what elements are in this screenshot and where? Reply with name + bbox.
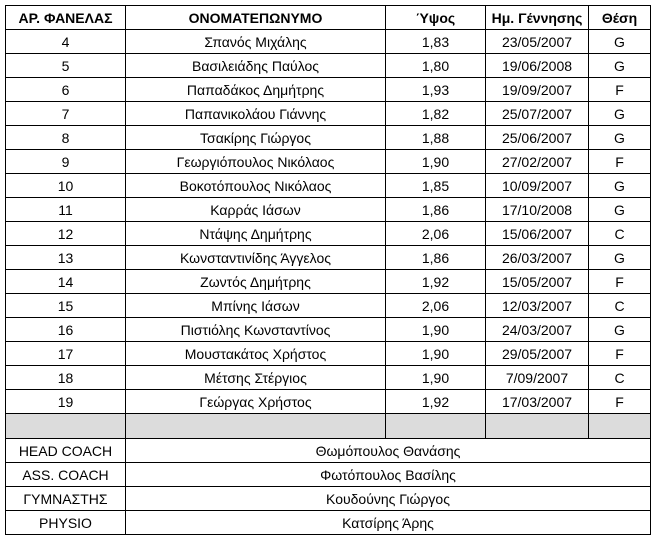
player-name: Μπίνης Ιάσων bbox=[126, 294, 386, 318]
player-number: 12 bbox=[6, 222, 126, 246]
player-number: 8 bbox=[6, 126, 126, 150]
player-position: G bbox=[589, 54, 651, 78]
player-number: 18 bbox=[6, 366, 126, 390]
player-height: 1,90 bbox=[386, 150, 486, 174]
player-name: Παπανικολάου Γιάννης bbox=[126, 102, 386, 126]
player-position: C bbox=[589, 366, 651, 390]
player-number: 9 bbox=[6, 150, 126, 174]
staff-name: Κουδούνης Γιώργος bbox=[126, 487, 651, 511]
table-row bbox=[6, 54, 651, 78]
player-number: 16 bbox=[6, 318, 126, 342]
table-row bbox=[6, 366, 651, 390]
player-height: 1,86 bbox=[386, 246, 486, 270]
staff-name: Θωμόπουλος Θανάσης bbox=[126, 439, 651, 463]
player-height: 1,92 bbox=[386, 270, 486, 294]
player-position: G bbox=[589, 126, 651, 150]
player-number: 19 bbox=[6, 390, 126, 414]
player-position: G bbox=[589, 198, 651, 222]
players-body bbox=[6, 30, 651, 414]
player-name: Ζωντός Δημήτρης bbox=[126, 270, 386, 294]
header-position: Θέση bbox=[589, 6, 651, 30]
player-position: G bbox=[589, 30, 651, 54]
table-row bbox=[6, 342, 651, 366]
header-height: Ύψος bbox=[386, 6, 486, 30]
spacer-cell bbox=[589, 414, 651, 439]
staff-role: ΓΥΜΝΑΣΤΗΣ bbox=[6, 487, 126, 511]
player-position: G bbox=[589, 174, 651, 198]
table-row bbox=[6, 102, 651, 126]
player-height: 1,82 bbox=[386, 102, 486, 126]
player-name: Μουστακάτος Χρήστος bbox=[126, 342, 386, 366]
player-name: Βοκοτόπουλος Νικόλαος bbox=[126, 174, 386, 198]
player-name: Τσακίρης Γιώργος bbox=[126, 126, 386, 150]
player-height: 1,93 bbox=[386, 78, 486, 102]
player-position: G bbox=[589, 102, 651, 126]
player-birth: 26/03/2007 bbox=[486, 246, 589, 270]
staff-row bbox=[6, 487, 651, 511]
player-height: 1,90 bbox=[386, 366, 486, 390]
spacer-cell bbox=[386, 414, 486, 439]
table-row bbox=[6, 318, 651, 342]
player-birth: 27/02/2007 bbox=[486, 150, 589, 174]
staff-row bbox=[6, 439, 651, 463]
player-position: C bbox=[589, 222, 651, 246]
player-birth: 17/03/2007 bbox=[486, 390, 589, 414]
player-position: C bbox=[589, 294, 651, 318]
player-number: 13 bbox=[6, 246, 126, 270]
table-row bbox=[6, 150, 651, 174]
player-birth: 17/10/2008 bbox=[486, 198, 589, 222]
table-row bbox=[6, 126, 651, 150]
spacer-cell bbox=[126, 414, 386, 439]
header-name: ΟΝΟΜΑΤΕΠΩΝΥΜΟ bbox=[126, 6, 386, 30]
table-row bbox=[6, 222, 651, 246]
player-position: F bbox=[589, 390, 651, 414]
player-position: F bbox=[589, 78, 651, 102]
player-birth: 12/03/2007 bbox=[486, 294, 589, 318]
player-birth: 24/03/2007 bbox=[486, 318, 589, 342]
player-birth: 10/09/2007 bbox=[486, 174, 589, 198]
player-name: Ντάψης Δημήτρης bbox=[126, 222, 386, 246]
table-row bbox=[6, 174, 651, 198]
player-name: Κωνσταντινίδης Άγγελος bbox=[126, 246, 386, 270]
player-name: Πιστιόλης Κωνσταντίνος bbox=[126, 318, 386, 342]
player-birth: 19/09/2007 bbox=[486, 78, 589, 102]
header-number: ΑΡ. ΦΑΝΕΛΑΣ bbox=[6, 6, 126, 30]
staff-row bbox=[6, 463, 651, 487]
table-row bbox=[6, 78, 651, 102]
player-birth: 7/09/2007 bbox=[486, 366, 589, 390]
player-number: 11 bbox=[6, 198, 126, 222]
player-number: 7 bbox=[6, 102, 126, 126]
player-height: 1,90 bbox=[386, 318, 486, 342]
player-position: F bbox=[589, 270, 651, 294]
spacer-row bbox=[6, 414, 651, 439]
player-birth: 23/05/2007 bbox=[486, 30, 589, 54]
player-birth: 29/05/2007 bbox=[486, 342, 589, 366]
header-row bbox=[6, 6, 651, 30]
player-position: G bbox=[589, 318, 651, 342]
player-position: F bbox=[589, 342, 651, 366]
staff-name: Κατσίρης Άρης bbox=[126, 511, 651, 535]
player-number: 4 bbox=[6, 30, 126, 54]
player-birth: 15/05/2007 bbox=[486, 270, 589, 294]
player-birth: 15/06/2007 bbox=[486, 222, 589, 246]
spacer-cell bbox=[486, 414, 589, 439]
player-height: 1,88 bbox=[386, 126, 486, 150]
player-birth: 19/06/2008 bbox=[486, 54, 589, 78]
player-height: 1,85 bbox=[386, 174, 486, 198]
staff-role: HEAD COACH bbox=[6, 439, 126, 463]
table-row bbox=[6, 390, 651, 414]
player-name: Γεώργας Χρήστος bbox=[126, 390, 386, 414]
table-row bbox=[6, 294, 651, 318]
player-height: 1,86 bbox=[386, 198, 486, 222]
player-position: G bbox=[589, 246, 651, 270]
player-height: 1,83 bbox=[386, 30, 486, 54]
player-number: 10 bbox=[6, 174, 126, 198]
player-birth: 25/07/2007 bbox=[486, 102, 589, 126]
staff-role: ASS. COACH bbox=[6, 463, 126, 487]
player-birth: 25/06/2007 bbox=[486, 126, 589, 150]
player-number: 6 bbox=[6, 78, 126, 102]
player-height: 1,92 bbox=[386, 390, 486, 414]
staff-name: Φωτόπουλος Βασίλης bbox=[126, 463, 651, 487]
player-name: Βασιλειάδης Παύλος bbox=[126, 54, 386, 78]
player-height: 2,06 bbox=[386, 294, 486, 318]
roster-table bbox=[5, 5, 651, 535]
table-row bbox=[6, 246, 651, 270]
player-number: 15 bbox=[6, 294, 126, 318]
table-row bbox=[6, 270, 651, 294]
player-name: Σπανός Μιχάλης bbox=[126, 30, 386, 54]
player-name: Γεωργιόπουλος Νικόλαος bbox=[126, 150, 386, 174]
header-birth: Ημ. Γέννησης bbox=[486, 6, 589, 30]
staff-body bbox=[6, 414, 651, 535]
player-height: 1,90 bbox=[386, 342, 486, 366]
staff-row bbox=[6, 511, 651, 535]
staff-role: PHYSIO bbox=[6, 511, 126, 535]
player-number: 17 bbox=[6, 342, 126, 366]
player-number: 14 bbox=[6, 270, 126, 294]
player-number: 5 bbox=[6, 54, 126, 78]
table-row bbox=[6, 198, 651, 222]
player-name: Μέτσης Στέργιος bbox=[126, 366, 386, 390]
player-name: Παπαδάκος Δημήτρης bbox=[126, 78, 386, 102]
table-row bbox=[6, 30, 651, 54]
player-position: F bbox=[589, 150, 651, 174]
player-height: 1,80 bbox=[386, 54, 486, 78]
player-height: 2,06 bbox=[386, 222, 486, 246]
player-name: Καρράς Ιάσων bbox=[126, 198, 386, 222]
spacer-cell bbox=[6, 414, 126, 439]
